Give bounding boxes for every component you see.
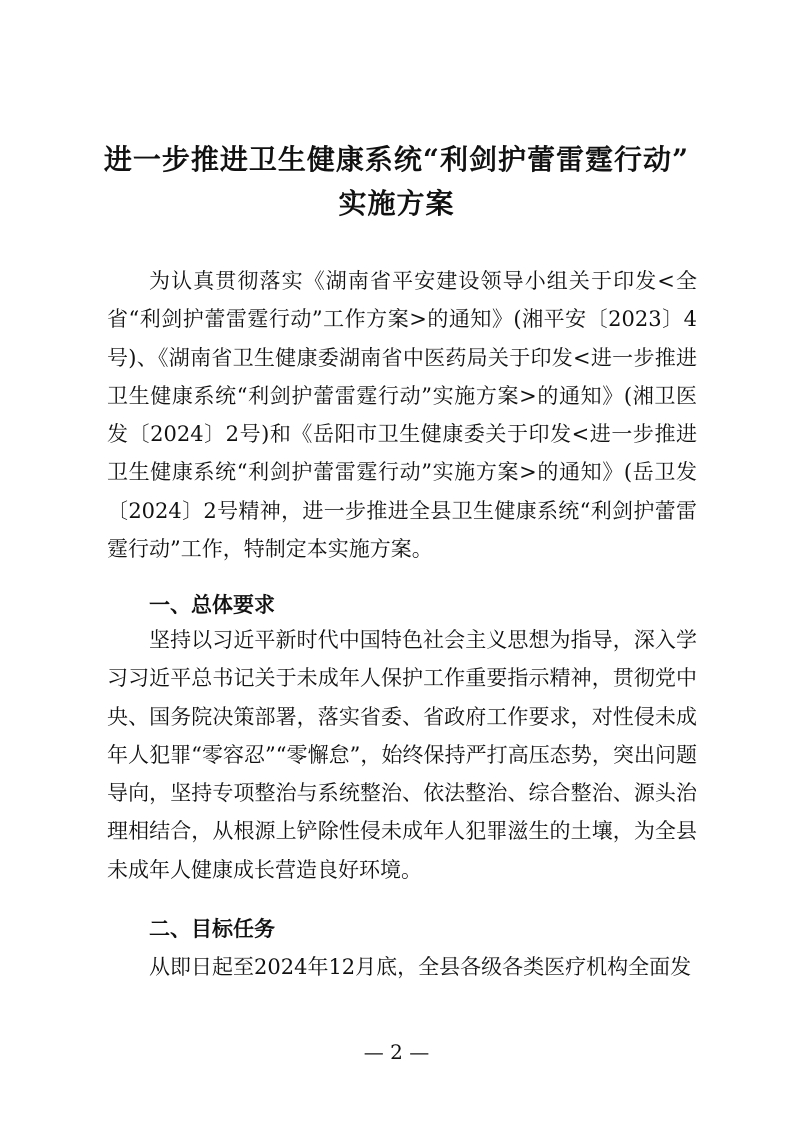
document-title-line2: 实施方案 bbox=[338, 187, 455, 220]
section-heading-overall-requirements: 一、总体要求 bbox=[149, 593, 275, 617]
section1-paragraph: 坚持以习近平新时代中国特色社会主义思想为指导，深入学习习近平总书记关于未成年人保护工作重要指示精神，贯彻党中央、国务院决策部署，落实省委、省政府工作要求，对性侵未成年人犯罪“零容忍”“零懈怠”，始终保持严打高压态势，突出问题导向，坚持专项整治与系统整治、依法整治、综合整治、源头治理相结合，从根源上铲除性侵未成年人犯罪滋生的土壤，为全县未成年人健康成长营造良好环境。 bbox=[107, 628, 697, 882]
section2-paragraph: 从即日起至2024年12月底，全县各级各类医疗机构全面发 bbox=[149, 955, 692, 979]
document-title-line1: 进一步推进卫生健康系统“利剑护蕾雷霆行动” bbox=[103, 143, 690, 176]
page-number: — 2 — bbox=[363, 1040, 430, 1064]
section-heading-goals-tasks: 二、目标任务 bbox=[149, 917, 275, 941]
intro-paragraph: 为认真贯彻落实《湖南省平安建设领导小组关于印发<全省“利剑护蕾雷霆行动”工作方案>的通知》(湘平安〔2023〕4号)、《湖南省卫生健康委湖南省中医药局关于印发<进一步推进卫生健康系统“利剑护蕾雷霆行动”实施方案>的通知》(湘卫医发〔2024〕2号)和《岳阳市卫生健康委关于印发<进一步推进卫生健康系统“利剑护蕾雷霆行动”实施方案>的通知》(岳卫发〔2024〕2号精神，进一步推进全县卫生健康系统“利剑护蕾雷霆行动”工作，特制定本实施方案。 bbox=[107, 269, 697, 562]
